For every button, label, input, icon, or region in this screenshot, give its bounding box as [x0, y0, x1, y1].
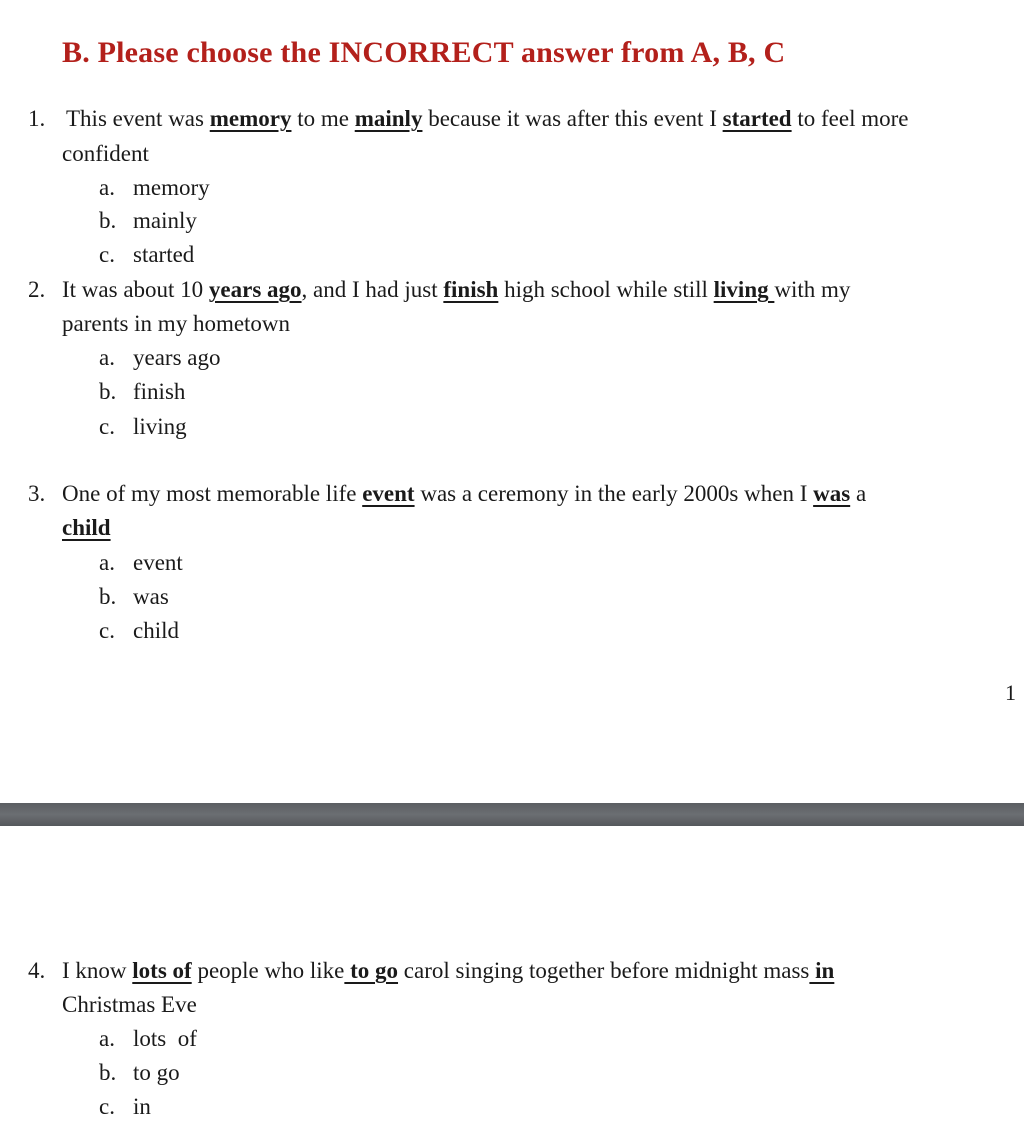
option-letter: a. [99, 1026, 115, 1051]
sentence-text: was a ceremony in the early 2000s when I [414, 481, 814, 506]
option-item [99, 343, 221, 373]
option-item [99, 616, 179, 646]
option-item [99, 240, 194, 270]
option-item [99, 173, 210, 203]
question-4-text-line-2 [62, 990, 197, 1020]
question-2-text-line-1 [62, 275, 850, 305]
underlined-keyword: years ago [208, 277, 302, 302]
option-text: lots of [133, 1026, 197, 1051]
option-letter: c. [99, 242, 115, 267]
option-item [99, 412, 187, 442]
option-letter: a. [99, 550, 115, 575]
page-separator [0, 803, 1024, 826]
sentence-text: I know [62, 958, 133, 983]
sentence-text: because it was after this event I [422, 106, 723, 131]
sentence-text: to feel more [791, 106, 909, 131]
question-1-text-line-1 [66, 104, 908, 134]
option-letter: b. [99, 208, 117, 233]
underlined-keyword: started [722, 106, 792, 131]
sentence-text: people who like [191, 958, 345, 983]
option-text: child [133, 618, 179, 643]
underlined-keyword: to go [344, 958, 399, 983]
option-text: years ago [133, 345, 221, 370]
option-letter: b. [99, 1060, 117, 1085]
sentence-text: carol singing together before midnight mass [398, 958, 810, 983]
option-letter: c. [99, 1094, 115, 1119]
underlined-keyword: memory [209, 106, 292, 131]
document-page-2 [0, 826, 1024, 1129]
sentence-text: a [850, 481, 867, 506]
sentence-text: with my [774, 277, 851, 302]
option-item [99, 206, 197, 236]
option-item [99, 1058, 180, 1088]
option-text: mainly [133, 208, 197, 233]
option-text: started [133, 242, 195, 267]
underlined-keyword: living [713, 277, 775, 302]
underlined-keyword: in [809, 958, 835, 983]
option-text: event [133, 550, 183, 575]
option-letter: c. [99, 618, 115, 643]
option-item [99, 377, 185, 407]
option-item [99, 582, 169, 612]
underlined-keyword: event [362, 481, 415, 506]
sentence-text: It was about 10 [62, 277, 209, 302]
question-4-text-line-1 [62, 956, 834, 986]
question-3-text-line-2 [62, 513, 111, 543]
option-letter: a. [99, 345, 115, 370]
option-text: in [133, 1094, 151, 1119]
option-text: memory [133, 175, 210, 200]
sentence-text: Christmas Eve [62, 992, 197, 1017]
underlined-keyword: finish [443, 277, 499, 302]
option-text: was [133, 584, 169, 609]
section-title: B. Please choose the INCORRECT answer from A, B, C [62, 36, 786, 69]
underlined-keyword: was [813, 481, 851, 506]
question-number: 4. [28, 958, 46, 983]
option-item [99, 1024, 197, 1054]
sentence-text: One of my most memorable life [62, 481, 363, 506]
option-item [99, 548, 183, 578]
page-number: 1 [1005, 680, 1016, 705]
question-2-text-line-2 [62, 309, 290, 339]
option-text: to go [133, 1060, 180, 1085]
question-number: 3. [28, 481, 46, 506]
option-text: finish [133, 379, 186, 404]
option-letter: b. [99, 584, 117, 609]
option-text: living [133, 414, 187, 439]
sentence-text: , and I had just [301, 277, 444, 302]
option-letter: c. [99, 414, 115, 439]
option-letter: a. [99, 175, 115, 200]
sentence-text: parents in my hometown [62, 311, 291, 336]
sentence-text: This event was [66, 106, 210, 131]
sentence-text: high school while still [498, 277, 714, 302]
question-number: 1. [28, 106, 46, 131]
option-item [99, 1092, 151, 1122]
question-1-text-line-2 [62, 139, 149, 169]
underlined-keyword: child [62, 515, 111, 540]
underlined-keyword: mainly [354, 106, 423, 131]
question-3-text-line-1 [62, 479, 866, 509]
underlined-keyword: lots of [132, 958, 192, 983]
sentence-text: to me [291, 106, 355, 131]
sentence-text: confident [62, 141, 149, 166]
option-letter: b. [99, 379, 117, 404]
question-number: 2. [28, 277, 46, 302]
